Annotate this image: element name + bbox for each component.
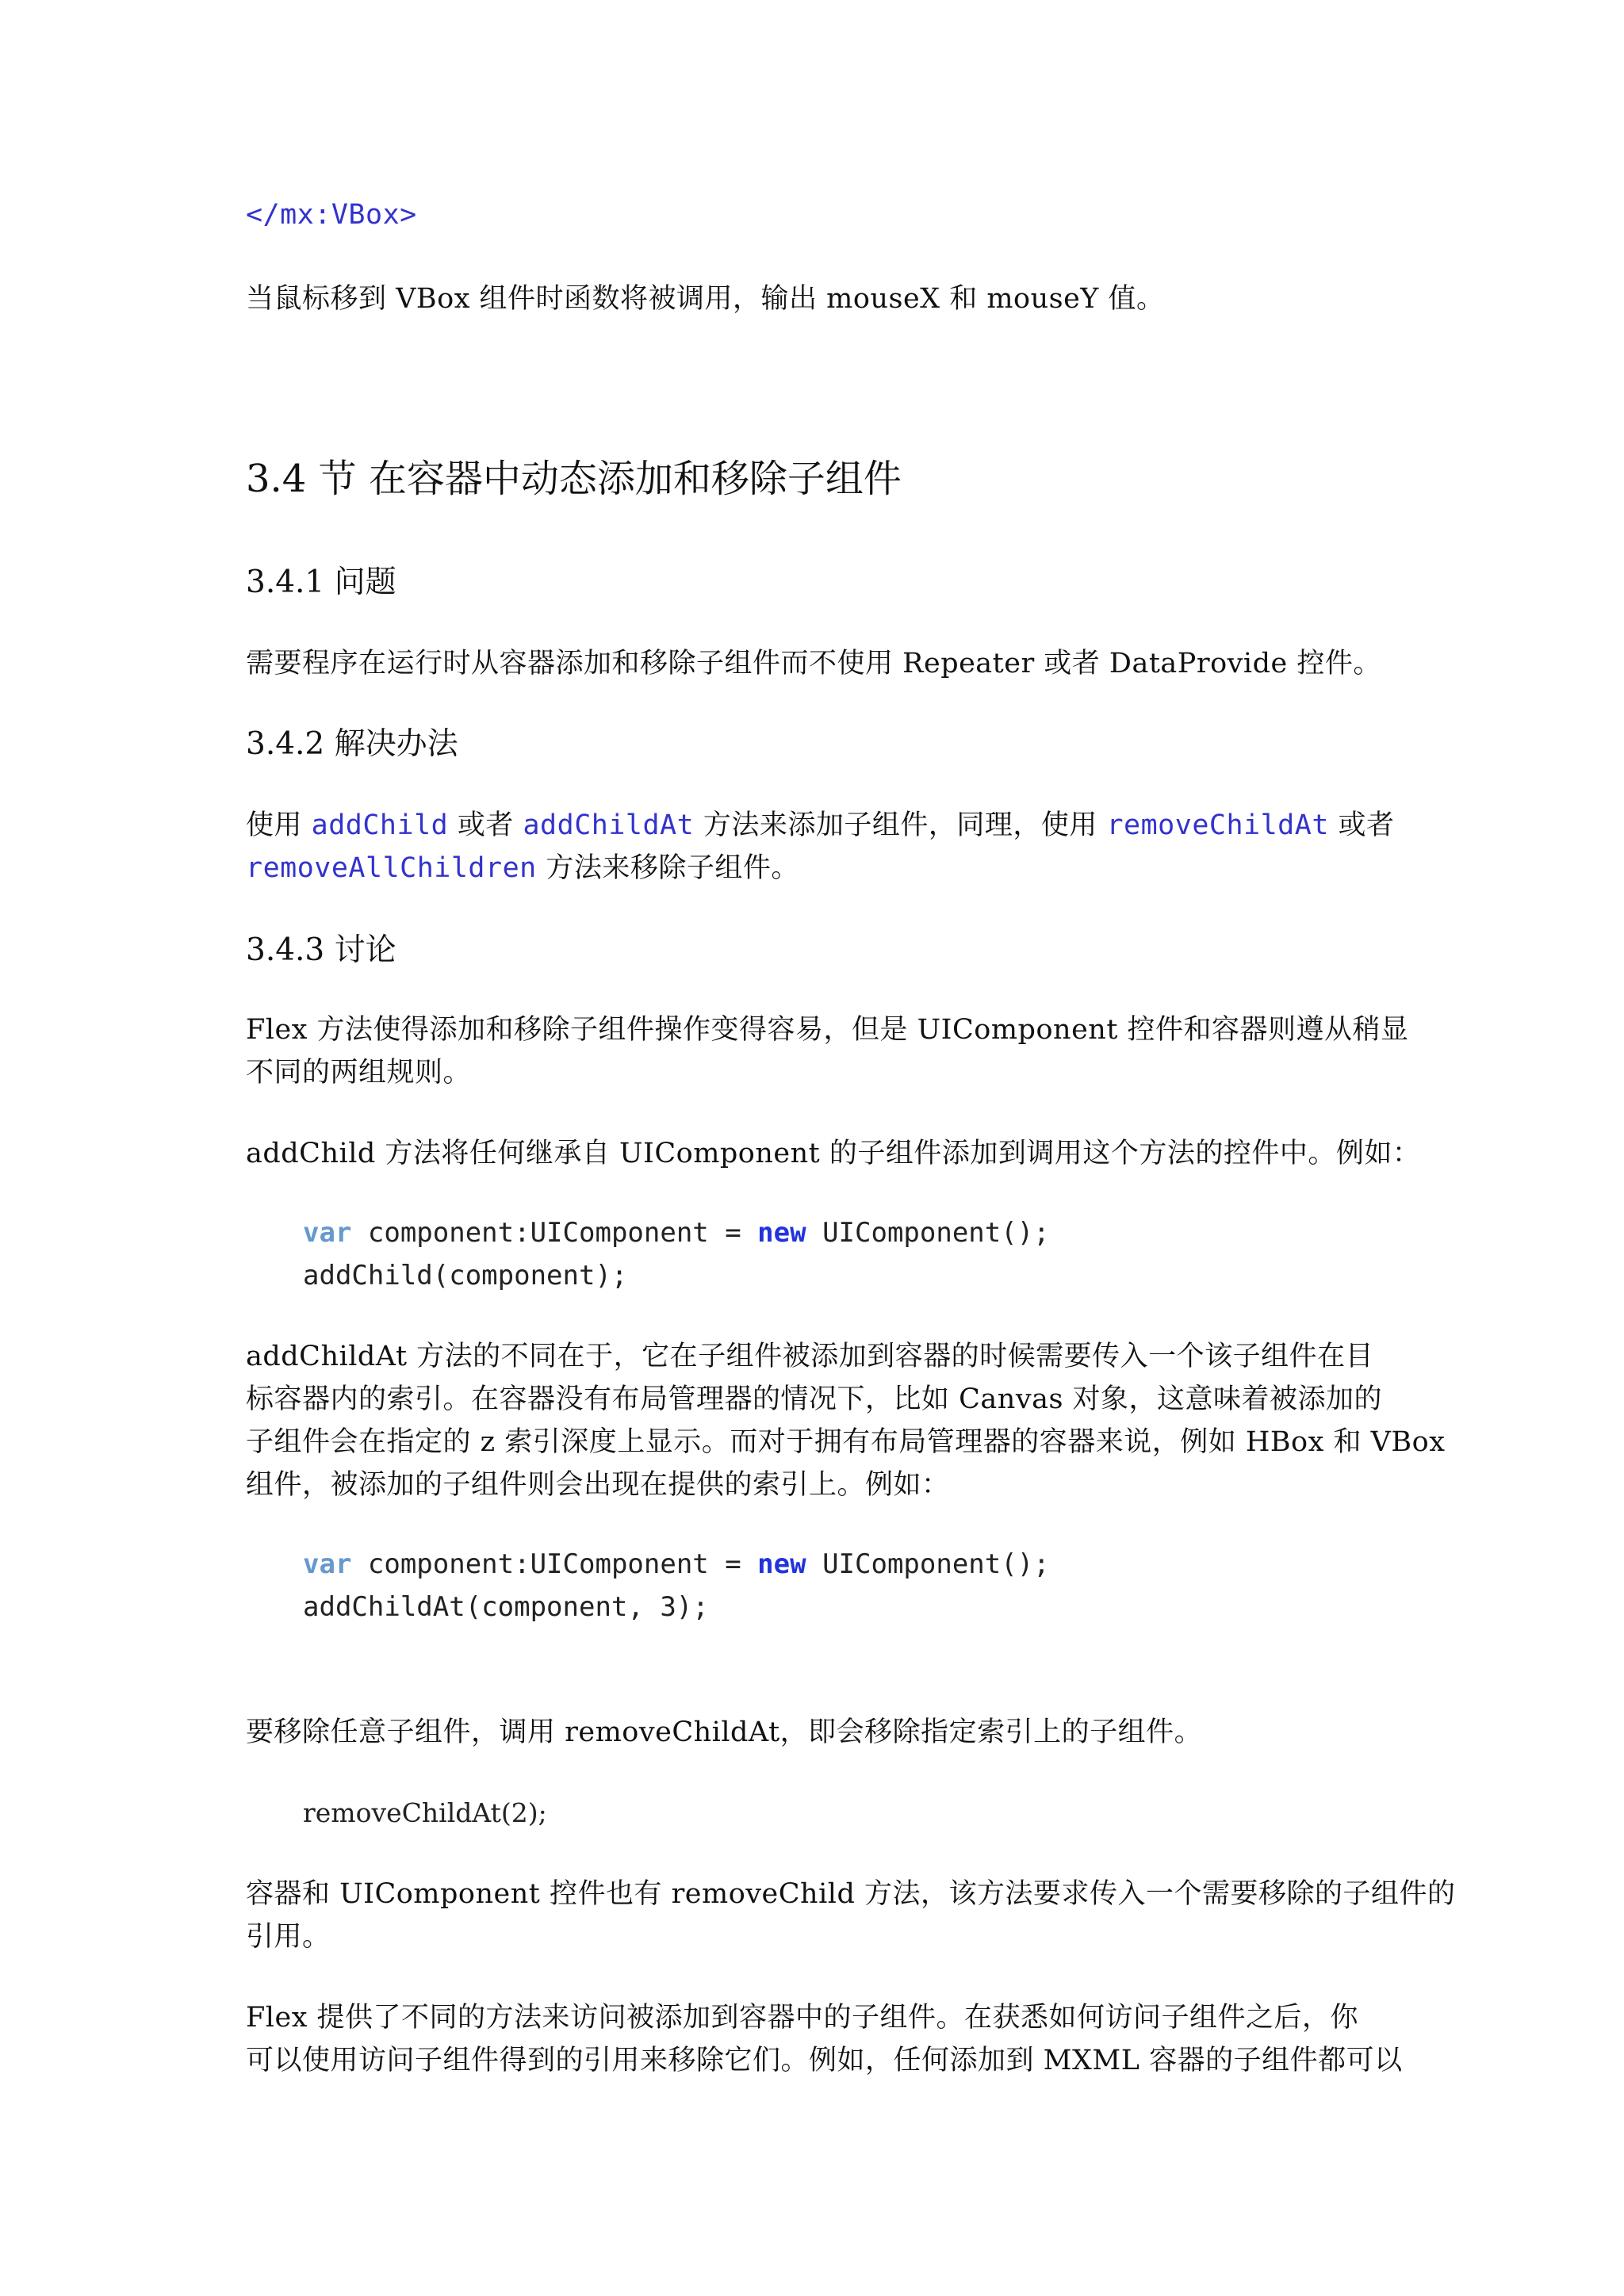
code-text: UIComponent(); [806,1548,1050,1580]
code-block-addchild-line1 [303,1211,1050,1254]
keyword-new: new [757,1217,806,1249]
solution-heading: 3.4.2 解决办法 [246,726,458,762]
discussion-para2: addChild 方法将任何继承自 UIComponent 的子组件添加到调用这个方法的控件中。例如： [246,1138,1421,1169]
solution-paragraph-line2 [246,847,1388,890]
solution-method-addchild: addChild [311,809,449,841]
problem-paragraph: 需要程序在运行时从容器添加和移除子组件而不使用 Repeater 或者 DataProvide 控件。 [246,648,1381,679]
solution-text-3: 方法来添加子组件，同理，使用 [694,809,1107,841]
solution-method-addchildat: addChildAt [523,809,695,841]
solution-method-removeallchildren: removeAllChildren [246,852,537,884]
closing-tag-code: </mx:VBox> [246,199,417,231]
code-text: UIComponent(); [806,1217,1050,1249]
discussion-heading: 3.4.3 讨论 [246,932,396,968]
discussion-para3-line1: addChildAt 方法的不同在于，它在子组件被添加到容器的时候需要传入一个该子组件在目 [246,1341,1374,1372]
problem-heading: 3.4.1 问题 [246,564,396,600]
code-block-addchildat-line1 [303,1543,1050,1586]
code-text: component:UIComponent = [351,1548,758,1580]
code-text: component:UIComponent = [351,1217,758,1249]
solution-text-1: 使用 [246,809,312,841]
keyword-var: var [303,1217,352,1249]
keyword-var: var [303,1548,352,1580]
solution-method-removechildat: removeChildAt [1106,809,1329,841]
discussion-para6-line1: Flex 提供了不同的方法来访问被添加到容器中的子组件。在获悉如何访问子组件之后，你 [246,2002,1359,2034]
code-block-removechildat: removeChildAt(2); [303,1797,547,1828]
code-block-addchildat-line2: addChildAt(component, 3); [303,1591,709,1623]
discussion-para1-line2: 不同的两组规则。 [246,1057,472,1089]
discussion-para6-line2: 可以使用访问子组件得到的引用来移除它们。例如，任何添加到 MXML 容器的子组件都可以 [246,2045,1403,2076]
discussion-para3-line3: 子组件会在指定的 z 索引深度上显示。而对于拥有布局管理器的容器来说，例如 HBox 和 VBox [246,1426,1446,1458]
discussion-para5-line2: 引用。 [246,1921,331,1953]
solution-paragraph-line1 [246,804,1395,847]
solution-text-2: 或者 [448,809,523,841]
solution-text-4: 或者 [1328,809,1395,841]
section-title: 3.4 节 在容器中动态添加和移除子组件 [246,457,902,501]
discussion-para1-line1: Flex 方法使得添加和移除子组件操作变得容易，但是 UIComponent 控件和容器则遵从稍显 [246,1014,1409,1046]
solution-text-5: 方法来移除子组件。 [536,852,799,884]
discussion-para4: 要移除任意子组件，调用 removeChildAt，即会移除指定索引上的子组件。 [246,1716,1203,1748]
intro-paragraph: 当鼠标移到 VBox 组件时函数将被调用，输出 mouseX 和 mouseY 值。 [246,283,1165,315]
discussion-para3-line4: 组件，被添加的子组件则会出现在提供的索引上。例如： [246,1469,950,1501]
code-block-addchild-line2: addChild(component); [303,1260,628,1292]
keyword-new: new [757,1548,806,1580]
discussion-para3-line2: 标容器内的索引。在容器没有布局管理器的情况下，比如 Canvas 对象，这意味着被添加的 [246,1383,1383,1415]
discussion-para5-line1: 容器和 UIComponent 控件也有 removeChild 方法，该方法要求传入一个需要移除的子组件的 [246,1878,1456,1910]
